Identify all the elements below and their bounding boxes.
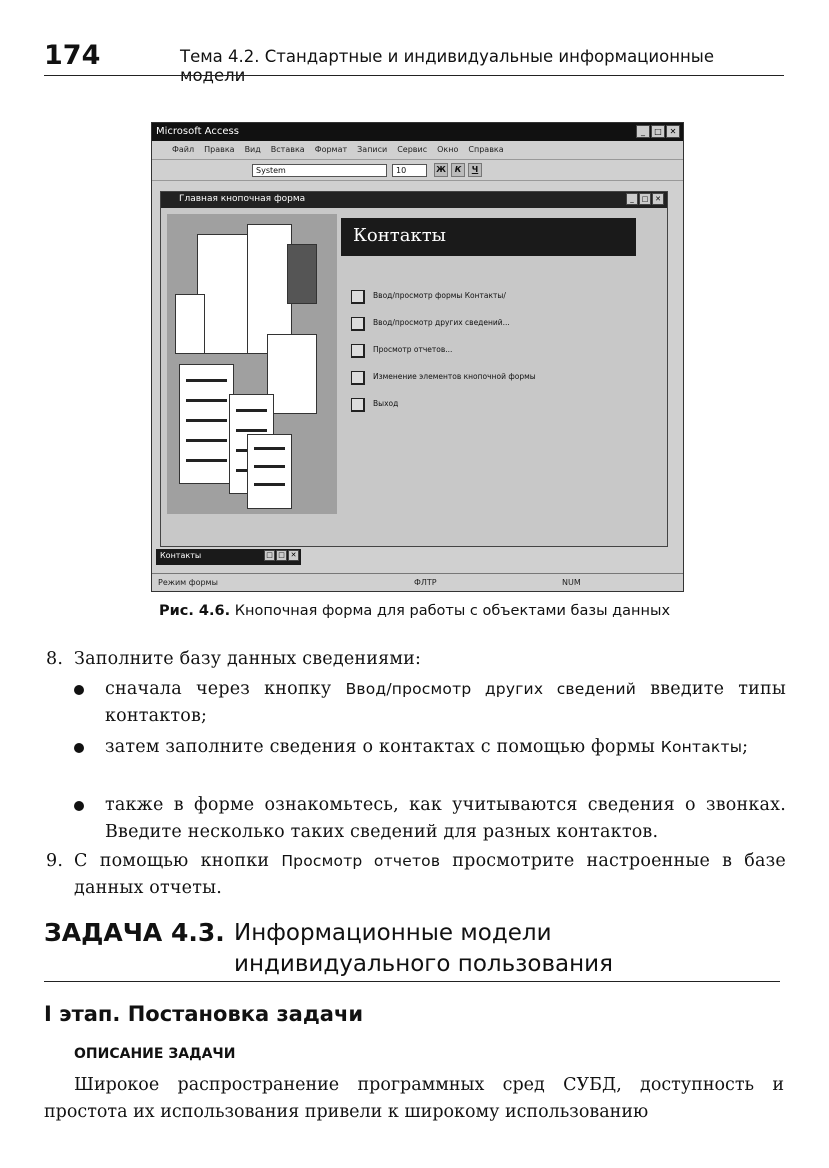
folder-sheet — [197, 234, 252, 354]
font-select[interactable]: System — [252, 164, 387, 177]
maximize-icon[interactable]: □ — [639, 193, 651, 205]
task-label: ЗАДАЧА 4.3. — [44, 918, 225, 947]
maximize-icon[interactable]: □ — [651, 125, 665, 138]
window-controls — [636, 125, 680, 138]
minimize-icon[interactable]: _ — [636, 125, 650, 138]
minimized-window[interactable] — [156, 549, 301, 565]
minimize-icon[interactable]: _ — [626, 193, 638, 205]
switchboard-item-label: Ввод/просмотр формы Контакты/ — [373, 291, 506, 300]
task-rule — [44, 981, 780, 982]
bullet-item — [74, 792, 786, 846]
ui-term: Ввод/просмотр других сведений — [345, 680, 637, 698]
font-size-select[interactable]: 10 — [392, 164, 427, 177]
minimized-window-title: Контакты — [160, 551, 202, 560]
switchboard-button[interactable] — [351, 317, 365, 331]
app-title: Microsoft Access — [156, 126, 239, 137]
menu-tools[interactable]: Сервис — [397, 145, 428, 154]
switchboard-button[interactable] — [351, 290, 365, 304]
switchboard-titlebar — [161, 192, 667, 208]
figure-screenshot — [151, 122, 684, 592]
switchboard-item-label: Ввод/просмотр других сведений... — [373, 318, 510, 327]
format-toolbar — [152, 159, 683, 181]
task-title-line: Информационные модели — [234, 920, 552, 946]
switchboard-item[interactable] — [351, 368, 641, 395]
menu-view[interactable]: Вид — [244, 145, 261, 154]
status-filter: ФЛТР — [414, 578, 437, 587]
switchboard-item-label: Просмотр отчетов... — [373, 345, 453, 354]
bullet-icon — [74, 685, 84, 695]
style-tools — [434, 163, 482, 177]
bullet-text: затем заполните сведения о контактах с помощью формы Контакты; — [105, 737, 749, 757]
list-sheet — [247, 434, 292, 509]
switchboard-item[interactable] — [351, 341, 641, 368]
app-titlebar — [152, 123, 683, 141]
menu-format[interactable]: Формат — [314, 145, 348, 154]
status-bar — [152, 573, 683, 591]
task-title — [234, 918, 613, 980]
list-text: Заполните базу данных сведениями: — [74, 649, 422, 669]
menu-records[interactable]: Записи — [357, 145, 388, 154]
restore-icon[interactable]: □ — [264, 550, 275, 561]
folder-sheet — [267, 334, 317, 414]
minimized-controls — [264, 550, 299, 561]
list-sheet — [179, 364, 234, 484]
page-header — [44, 40, 784, 85]
close-icon[interactable]: ✕ — [652, 193, 664, 205]
switchboard-controls — [626, 193, 664, 205]
close-icon[interactable]: ✕ — [288, 550, 299, 561]
stage-heading: I этап. Постановка задачи — [44, 1002, 364, 1026]
page-number: 174 — [44, 40, 101, 71]
underline-button[interactable]: Ч — [468, 163, 482, 177]
switchboard-window — [160, 191, 668, 547]
switchboard-item[interactable] — [351, 287, 641, 314]
menu-file[interactable]: Файл — [172, 145, 195, 154]
figure-caption — [0, 603, 829, 619]
menu-bar — [152, 141, 683, 159]
close-icon[interactable]: ✕ — [666, 125, 680, 138]
list-number: 8. — [46, 649, 64, 669]
status-num: NUM — [562, 578, 581, 587]
bullet-item — [74, 676, 786, 730]
folder-sheet — [287, 244, 317, 304]
menu-insert[interactable]: Вставка — [270, 145, 305, 154]
switchboard-button[interactable] — [351, 398, 365, 412]
status-mode: Режим формы — [158, 578, 218, 587]
bullet-item — [74, 734, 786, 788]
bullet-text: также в форме ознакомьтесь, как учитываются сведения о звонках. Введите несколько таких сведений для разных контактов. — [105, 795, 786, 842]
folders-illustration — [167, 214, 337, 514]
body-paragraph: Широкое распространение программных сред СУБД, доступность и простота их использования привели к широкому использованию — [44, 1075, 784, 1122]
switchboard-item-label: Выход — [373, 399, 399, 408]
menu-window[interactable]: Окно — [437, 145, 459, 154]
switchboard-button[interactable] — [351, 371, 365, 385]
caption-text: Кнопочная форма для работы с объектами базы данных — [234, 603, 671, 619]
ui-term: Контакты — [660, 738, 743, 756]
running-head: Тема 4.2. Стандартные и индивидуальные информационные модели — [180, 47, 714, 85]
header-rule — [44, 75, 784, 76]
switchboard-item-label: Изменение элементов кнопочной формы — [373, 372, 536, 381]
switchboard-items — [351, 287, 641, 422]
menu-edit[interactable]: Правка — [204, 145, 235, 154]
folder-sheet — [175, 294, 205, 354]
bullet-text: сначала через кнопку Ввод/просмотр других сведений введите типы контактов; — [105, 679, 787, 726]
menu-help[interactable]: Справка — [468, 145, 504, 154]
subheading: ОПИСАНИЕ ЗАДАЧИ — [74, 1046, 236, 1062]
caption-label: Рис. 4.6. — [158, 603, 231, 619]
switchboard-heading: Контакты — [341, 218, 636, 256]
switchboard-title: Главная кнопочная форма — [179, 194, 306, 204]
bullet-icon — [74, 743, 84, 753]
list-text: С помощью кнопки Просмотр отчетов просмотрите настроенные в базе данных отчеты. — [74, 851, 786, 898]
maximize-icon[interactable]: □ — [276, 550, 287, 561]
switchboard-button[interactable] — [351, 344, 365, 358]
italic-button[interactable]: К — [451, 163, 465, 177]
task-title-line: индивидуального пользования — [234, 951, 613, 977]
switchboard-item[interactable] — [351, 314, 641, 341]
list-number: 9. — [46, 851, 64, 871]
ui-term: Просмотр отчетов — [281, 852, 441, 870]
switchboard-item[interactable] — [351, 395, 641, 422]
bullet-icon — [74, 801, 84, 811]
bold-button[interactable]: Ж — [434, 163, 448, 177]
